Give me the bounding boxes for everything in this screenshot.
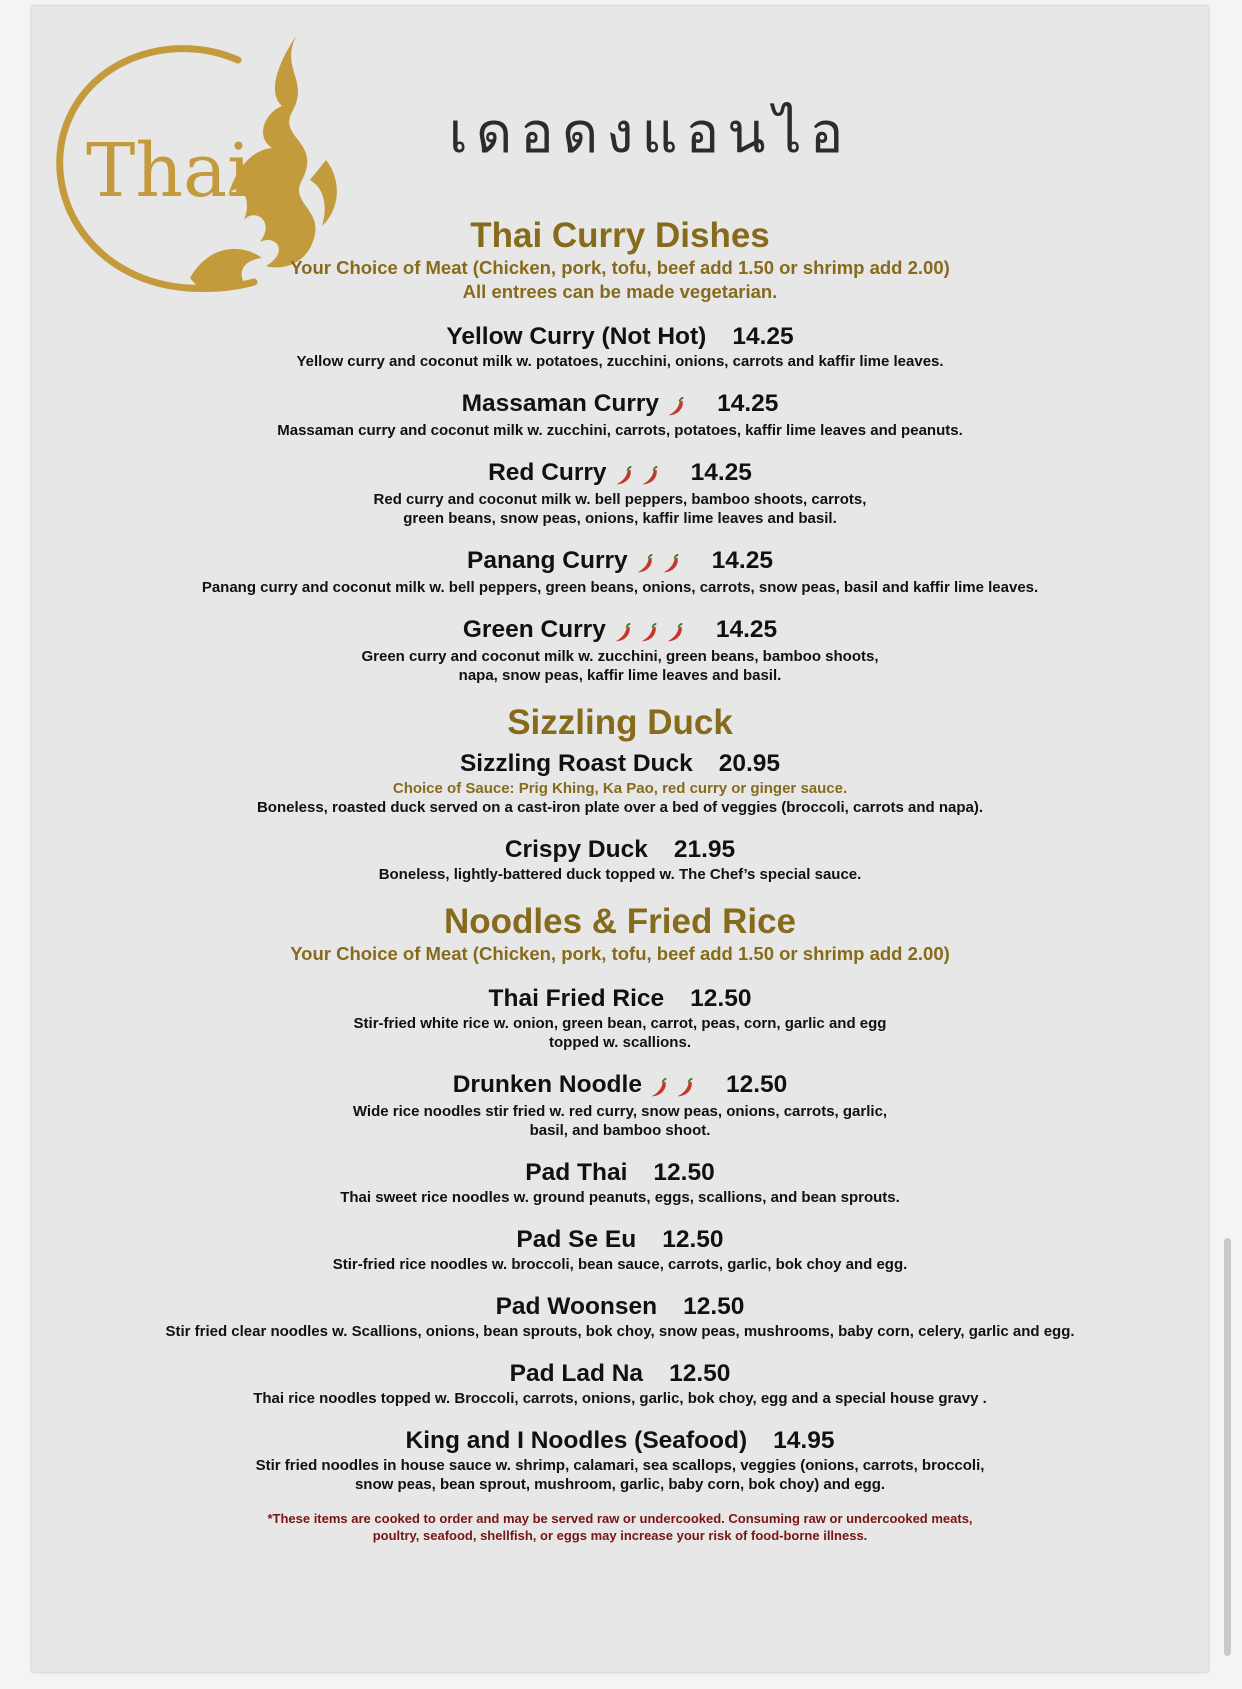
dish-title-line <box>32 1359 1208 1389</box>
dish-description: Thai rice noodles topped w. Broccoli, carrots, onions, garlic, bok choy, egg and a special house gravy . <box>253 1390 987 1407</box>
logo-text: Thai <box>86 128 251 214</box>
dish-description: Panang curry and coconut milk w. bell peppers, green beans, onions, carrots, snow peas, basil and kaffir lime leaves. <box>201 579 1039 596</box>
dish-title-line <box>32 546 1208 578</box>
menu-section <box>32 216 1208 685</box>
dish-description: basil, and bamboo shoot. <box>529 1122 711 1139</box>
dish-title-line <box>32 615 1208 647</box>
dish-price: 20.95 <box>718 750 781 777</box>
chili-pepper-icon <box>634 553 656 575</box>
dish-title-line <box>32 389 1208 421</box>
dish-description: Thai sweet rice noodles w. ground peanuts, eggs, scallions, and bean sprouts. <box>340 1189 900 1206</box>
dish-description: snow peas, bean sprout, mushroom, garlic, baby corn, bok choy) and egg. <box>354 1476 886 1493</box>
chili-pepper-icon <box>613 465 635 487</box>
dish-title-line <box>32 322 1208 352</box>
section-title: Noodles & Fried Rice <box>443 902 797 941</box>
dish-name: Green Curry <box>462 616 606 643</box>
dish-sauce-note: Choice of Sauce: Prig Khing, Ka Pao, red curry or ginger sauce. <box>392 780 848 797</box>
menu-item <box>32 322 1208 371</box>
scrollbar-thumb[interactable] <box>1224 1238 1231 1656</box>
dish-description: napa, snow peas, kaffir lime leaves and basil. <box>458 667 782 684</box>
chili-pepper-icon <box>674 1077 696 1099</box>
chili-pepper-icon <box>665 396 687 418</box>
menu-item <box>32 1225 1208 1274</box>
dish-price: 12.50 <box>725 1071 788 1098</box>
dish-description: Stir fried clear noodles w. Scallions, onions, bean sprouts, bok choy, snow peas, mushrooms, baby corn, celery, garlic and egg. <box>165 1323 1075 1340</box>
menu-item <box>32 1070 1208 1140</box>
dish-description: Red curry and coconut milk w. bell peppers, bamboo shoots, carrots, <box>373 491 867 508</box>
menu-item <box>32 749 1208 817</box>
menu-section <box>32 703 1208 884</box>
menu-page <box>32 6 1208 1672</box>
spice-level <box>634 548 686 578</box>
dish-name: Pad Lad Na <box>509 1360 644 1387</box>
dish-name: Crispy Duck <box>504 836 648 863</box>
menu-item <box>32 1158 1208 1207</box>
dish-price: 14.25 <box>690 459 752 486</box>
chili-pepper-icon <box>660 553 682 575</box>
dish-name: Pad Woonsen <box>495 1293 658 1320</box>
dish-description: Boneless, lightly-battered duck topped w. The Chef’s special sauce. <box>378 866 862 883</box>
menu-item <box>32 389 1208 440</box>
chili-pepper-icon <box>612 622 634 644</box>
dish-description: green beans, snow peas, onions, kaffir lime leaves and basil. <box>403 510 837 527</box>
dish-description: Stir-fried white rice w. onion, green bean, carrot, peas, corn, garlic and egg <box>353 1015 887 1032</box>
dish-title-line <box>32 1225 1208 1255</box>
menu-content <box>32 216 1208 1544</box>
dish-description: Massaman curry and coconut milk w. zucchini, carrots, potatoes, kaffir lime leaves and peanuts. <box>277 422 963 439</box>
menu-item <box>32 615 1208 685</box>
dish-price: 21.95 <box>673 836 736 863</box>
disclaimer-line: poultry, seafood, shellfish, or eggs may increase your risk of food-borne illness. <box>372 1528 868 1543</box>
dish-description: Wide rice noodles stir fried w. red curry, snow peas, onions, carrots, garlic, <box>352 1103 888 1120</box>
spice-level <box>612 617 690 647</box>
dish-name: Red Curry <box>488 459 607 486</box>
dish-name: King and I Noodles (Seafood) <box>405 1427 748 1454</box>
dish-description: Stir fried noodles in house sauce w. shrimp, calamari, sea scallops, veggies (onions, carrots, broccoli, <box>255 1457 985 1474</box>
dish-name: Pad Se Eu <box>516 1226 637 1253</box>
menu-item <box>32 1359 1208 1408</box>
food-safety-disclaimer <box>32 1510 1208 1544</box>
menu-item <box>32 546 1208 597</box>
chili-pepper-icon <box>648 1077 670 1099</box>
dish-title-line <box>32 1070 1208 1102</box>
chili-pepper-icon <box>638 622 660 644</box>
disclaimer-line: *These items are cooked to order and may be served raw or undercooked. Consuming raw or undercooked meats, <box>267 1511 973 1526</box>
dish-title-line <box>32 984 1208 1014</box>
dish-price: 12.50 <box>683 1293 745 1320</box>
section-title: Sizzling Duck <box>507 703 733 742</box>
dish-title-line <box>32 1426 1208 1456</box>
dish-title-line <box>32 1158 1208 1188</box>
thai-script-title: เดอดงแอนไอ <box>448 101 852 166</box>
dish-price: 14.25 <box>711 547 773 574</box>
dish-name: Thai Fried Rice <box>488 985 665 1012</box>
chili-pepper-icon <box>639 465 661 487</box>
dish-description: topped w. scallions. <box>549 1034 691 1051</box>
dish-description: Green curry and coconut milk w. zucchini, green beans, bamboo shoots, <box>361 648 879 665</box>
spice-level <box>648 1072 700 1102</box>
menu-item <box>32 984 1208 1052</box>
dish-price: 12.50 <box>653 1159 715 1186</box>
menu-item <box>32 1292 1208 1341</box>
dish-description: Stir-fried rice noodles w. broccoli, bean sauce, carrots, garlic, bok choy and egg. <box>332 1256 908 1273</box>
dish-name: Panang Curry <box>467 547 628 574</box>
dish-name: Drunken Noodle <box>452 1071 642 1098</box>
section-title: Thai Curry Dishes <box>470 216 770 255</box>
section-note: All entrees can be made vegetarian. <box>462 281 778 302</box>
dish-title-line <box>32 749 1208 779</box>
dish-title-line <box>32 458 1208 490</box>
menu-section <box>32 902 1208 1494</box>
dish-title-line <box>32 835 1208 865</box>
dish-title-line <box>32 1292 1208 1322</box>
dish-description: Yellow curry and coconut milk w. potatoes, zucchini, onions, carrots and kaffir lime leaves. <box>296 353 944 370</box>
dish-name: Yellow Curry (Not Hot) <box>446 323 707 350</box>
chili-pepper-icon <box>664 622 686 644</box>
dish-name: Massaman Curry <box>461 390 660 417</box>
dish-price: 12.50 <box>669 1360 731 1387</box>
dish-description: Boneless, roasted duck served on a cast-iron plate over a bed of veggies (broccoli, carrots and napa). <box>256 799 984 816</box>
menu-item <box>32 1426 1208 1494</box>
section-note: Your Choice of Meat (Chicken, pork, tofu, beef add 1.50 or shrimp add 2.00) <box>290 257 950 278</box>
menu-item <box>32 835 1208 884</box>
menu-item <box>32 458 1208 528</box>
section-note: Your Choice of Meat (Chicken, pork, tofu, beef add 1.50 or shrimp add 2.00) <box>290 943 950 964</box>
dish-price: 12.50 <box>662 1226 724 1253</box>
dish-price: 12.50 <box>690 985 752 1012</box>
dish-price: 14.25 <box>715 616 778 643</box>
dish-price: 14.25 <box>732 323 794 350</box>
dish-name: Pad Thai <box>525 1159 628 1186</box>
dish-name: Sizzling Roast Duck <box>459 750 693 777</box>
spice-level <box>613 460 665 490</box>
spice-level <box>665 391 691 421</box>
dish-price: 14.25 <box>717 390 779 417</box>
dish-price: 14.95 <box>773 1427 835 1454</box>
